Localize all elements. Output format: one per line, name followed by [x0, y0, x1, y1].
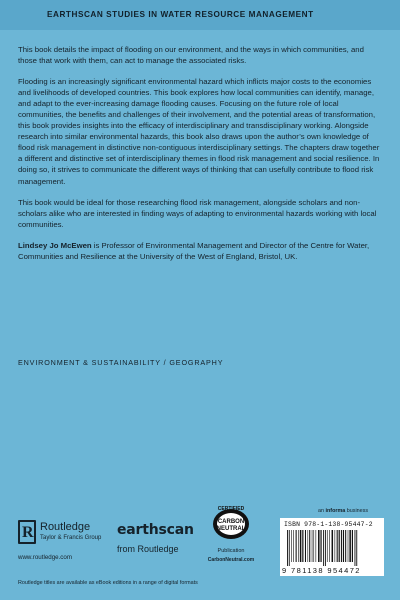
- carbon-neutral-logo: [202, 502, 268, 574]
- barcode-bar: [300, 530, 302, 562]
- barcode-bar: [325, 530, 326, 566]
- series-title: EARTHSCAN STUDIES IN WATER RESOURCE MANAGEMENT: [47, 10, 314, 19]
- barcode-bar: [348, 530, 349, 562]
- author-name: Lindsey Jo McEwen: [18, 240, 92, 250]
- author-bio: [18, 240, 384, 262]
- barcode-bar: [356, 530, 357, 566]
- barcode-bar: [327, 530, 328, 562]
- barcode-bar: [287, 530, 288, 566]
- barcode-bar: [349, 530, 351, 562]
- isbn-text: ISBN 978-1-138-95447-2: [284, 521, 373, 528]
- carbon-badge-line1: CARBON: [217, 519, 245, 525]
- barcode-icon: [286, 530, 380, 566]
- informa-suffix: business: [345, 508, 369, 514]
- description-paragraph-1: This book details the impact of flooding on our environment, and the ways in which communities, and those that work with them, can act to manage the associated risks.: [18, 45, 364, 66]
- informa-business: [318, 508, 368, 514]
- routledge-r-icon: R: [18, 520, 36, 544]
- author-bio-text: is Professor of Environmental Management and Director of the Centre for Water, Communities and Resilience at the University of the West of England, Bristol, UK.: [18, 240, 370, 261]
- isbn-barcode: [280, 518, 384, 576]
- description-paragraph-2: Flooding is an increasingly significant environmental hazard which inflicts major costs to the economies and livelihoods of developed countries. This book explores how local communities can identify, manage, and adapt to the ever-increasing damage flooding causes. Focusing on the future role of local communities, the benefits and challenges of their involvement, and the potential areas of transformation, this book provides insights into the efficacy of interdisciplinary and transdisciplinary working. Alongside research into similar environmental hazards, this book also draws upon the author’s own knowledge of flood risk management in distinctive non-contiguous interdisciplinary settings. The chapters draw together a different and distinctive set of interdisciplinary themes in flood risk management and social resilience. In doing so, it strives to communicate the different ways of thinking that can usefully contribute to flood risk management.: [18, 77, 380, 186]
- barcode-bar: [339, 530, 340, 562]
- footer-note: Routledge titles are available as eBook editions in a range of digital formats: [18, 580, 198, 586]
- barcode-bar: [296, 530, 297, 562]
- description-block: [18, 44, 384, 270]
- subject-category: ENVIRONMENT & SUSTAINABILITY / GEOGRAPHY: [18, 358, 224, 367]
- barcode-bar: [316, 530, 317, 562]
- routledge-logo: [18, 520, 104, 566]
- barcode-bar: [308, 530, 309, 562]
- barcode-bar: [312, 530, 313, 562]
- barcode-bar: [355, 530, 356, 566]
- imprint-name: earthscan: [117, 522, 194, 538]
- publisher-url: www.routledge.com: [18, 554, 72, 561]
- barcode-bar: [352, 530, 353, 562]
- barcode-bar: [309, 530, 310, 562]
- barcode-bar: [289, 530, 290, 566]
- carbon-url: CarbonNeutral.com: [207, 557, 255, 563]
- series-band: [0, 0, 400, 30]
- publisher-name: Routledge: [40, 521, 91, 533]
- carbon-badge-line2: NEUTRAL: [216, 526, 246, 532]
- informa-brand: informa: [325, 508, 346, 514]
- barcode-bar: [345, 530, 346, 562]
- barcode-bar: [305, 530, 306, 562]
- publisher-group: Taylor & Francis Group: [40, 535, 102, 541]
- barcode-digits: 9 781138 954472: [282, 566, 361, 575]
- barcode-bar: [302, 530, 303, 562]
- barcode-bar: [291, 530, 292, 562]
- earthscan-logo: [117, 522, 203, 562]
- barcode-bar: [313, 530, 314, 562]
- barcode-bar: [341, 530, 342, 562]
- informa-prefix: an: [318, 508, 326, 514]
- imprint-sub: from Routledge: [117, 544, 179, 554]
- barcode-bar: [323, 530, 324, 566]
- barcode-bar: [320, 530, 321, 562]
- carbon-publication: Publication: [217, 548, 245, 554]
- barcode-bar: [337, 530, 338, 562]
- carbon-badge-top: CERTIFIED: [217, 506, 245, 512]
- barcode-bar: [343, 530, 344, 562]
- barcode-bar: [318, 530, 320, 562]
- barcode-bar: [293, 530, 294, 562]
- carbon-neutral-badge-icon: [210, 502, 252, 542]
- barcode-bar: [329, 530, 330, 562]
- description-paragraph-3: This book would be ideal for those researching flood risk management, alongside scholars and non-scholars alike who are interested in finding ways of adapting to environmental hazards working with local communities.: [18, 197, 377, 229]
- barcode-bar: [332, 530, 334, 562]
- barcode-bar: [298, 530, 299, 562]
- barcode-bar: [335, 530, 336, 562]
